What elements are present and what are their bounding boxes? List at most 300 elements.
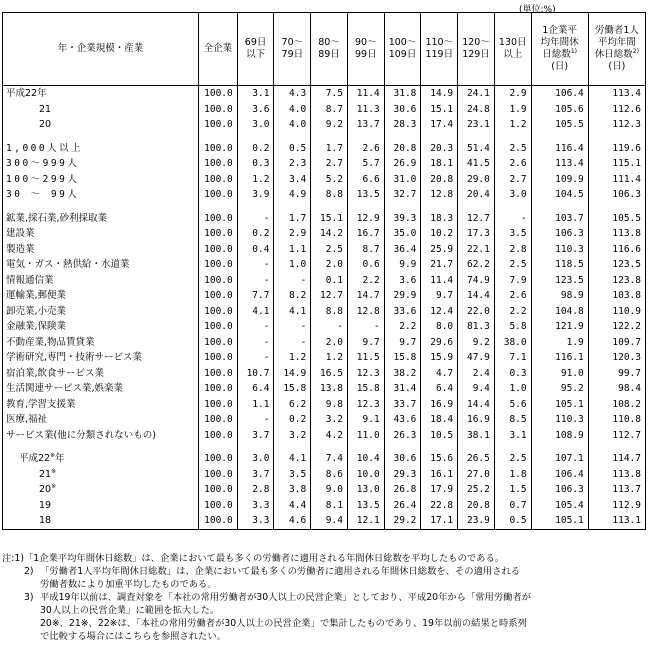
- value-cell: 100.0: [198, 187, 237, 203]
- value-cell: 14.4: [458, 397, 495, 413]
- value-cell: 74.9: [458, 273, 495, 289]
- table-row: [3, 187, 646, 203]
- value-cell: 38.2: [384, 366, 421, 382]
- table-row: [3, 335, 646, 351]
- value-cell: 3.5: [274, 467, 311, 483]
- value-cell: 110.9: [588, 304, 645, 320]
- spacer-cell: [588, 443, 645, 451]
- value-cell: 17.1: [421, 513, 458, 529]
- row-label: 金融業,保険業: [3, 319, 199, 335]
- footnote-line: 注:1)「1企業平均年間休日総数」は、企業において最も多くの労働者に適用される年間休日総数を平均したものである。: [2, 553, 505, 564]
- value-cell: 22.0: [458, 304, 495, 320]
- value-cell: 0.3: [237, 156, 274, 172]
- table-row: [3, 273, 646, 289]
- value-cell: 14.9: [421, 86, 458, 102]
- value-cell: 103.7: [531, 211, 588, 227]
- value-cell: 16.1: [421, 467, 458, 483]
- row-label: 20: [3, 117, 199, 133]
- header-row: [3, 13, 646, 86]
- value-cell: 32.7: [384, 187, 421, 203]
- table-row: [3, 513, 646, 529]
- row-label: 情報通信業: [3, 273, 199, 289]
- row-label: 建設業: [3, 226, 199, 242]
- value-cell: 0.6: [347, 257, 384, 273]
- value-cell: 22.1: [458, 242, 495, 258]
- table-body: [3, 86, 646, 530]
- spacer-cell: [198, 443, 237, 451]
- row-label: 運輸業,郵便業: [3, 288, 199, 304]
- value-cell: 1.2: [311, 350, 348, 366]
- value-cell: -: [274, 319, 311, 335]
- value-cell: 25.2: [458, 482, 495, 498]
- value-cell: 108.9: [531, 428, 588, 444]
- value-cell: 111.4: [588, 172, 645, 188]
- value-cell: 103.8: [588, 288, 645, 304]
- value-cell: 8.2: [274, 288, 311, 304]
- value-cell: 4.1: [274, 304, 311, 320]
- value-cell: 1.9: [494, 102, 531, 118]
- value-cell: 1.2: [494, 117, 531, 133]
- value-cell: 112.3: [588, 117, 645, 133]
- value-cell: 2.0: [311, 257, 348, 273]
- value-cell: 4.4: [274, 498, 311, 514]
- value-cell: 11.4: [347, 86, 384, 102]
- value-cell: 8.7: [311, 102, 348, 118]
- value-cell: 9.7: [347, 335, 384, 351]
- header-all: 全企業: [198, 13, 237, 86]
- value-cell: 3.8: [274, 482, 311, 498]
- value-cell: -: [237, 319, 274, 335]
- value-cell: 1.0: [494, 381, 531, 397]
- table-row: [3, 257, 646, 273]
- value-cell: 113.7: [588, 482, 645, 498]
- holidays-table: [2, 12, 646, 530]
- spacer-cell: [3, 443, 199, 451]
- value-cell: 17.9: [421, 482, 458, 498]
- value-cell: 8.6: [311, 467, 348, 483]
- value-cell: 5.2: [311, 172, 348, 188]
- spacer-cell: [311, 203, 348, 211]
- table-row: [3, 381, 646, 397]
- spacer-row: [3, 203, 646, 211]
- row-label: 不動産業,物品賃貸業: [3, 335, 199, 351]
- value-cell: 12.8: [347, 304, 384, 320]
- value-cell: 118.5: [531, 257, 588, 273]
- value-cell: 23.1: [458, 117, 495, 133]
- value-cell: 13.0: [347, 482, 384, 498]
- value-cell: 2.8: [494, 242, 531, 258]
- value-cell: -: [237, 335, 274, 351]
- value-cell: 100.0: [198, 156, 237, 172]
- value-cell: 1.9: [531, 335, 588, 351]
- value-cell: -: [237, 257, 274, 273]
- value-cell: 0.2: [274, 412, 311, 428]
- value-cell: 2.7: [494, 172, 531, 188]
- value-cell: 11.5: [347, 350, 384, 366]
- spacer-cell: [384, 443, 421, 451]
- spacer-cell: [531, 133, 588, 141]
- row-label: 20※: [3, 482, 199, 498]
- value-cell: 100.0: [198, 397, 237, 413]
- value-cell: 100.0: [198, 102, 237, 118]
- value-cell: 15.8: [347, 381, 384, 397]
- value-cell: 100.0: [198, 513, 237, 529]
- spacer-cell: [588, 133, 645, 141]
- value-cell: 5.7: [347, 156, 384, 172]
- value-cell: 10.2: [421, 226, 458, 242]
- table-row: [3, 498, 646, 514]
- value-cell: 100.0: [198, 288, 237, 304]
- value-cell: 26.9: [384, 156, 421, 172]
- value-cell: 105.5: [588, 211, 645, 227]
- value-cell: 9.2: [458, 335, 495, 351]
- value-cell: 100.0: [198, 257, 237, 273]
- spacer-cell: [347, 203, 384, 211]
- value-cell: 41.5: [458, 156, 495, 172]
- value-cell: 18.4: [421, 412, 458, 428]
- table-row: [3, 467, 646, 483]
- header-b70: 70～ 79日: [274, 13, 311, 86]
- row-label: 宿泊業,飲食サービス業: [3, 366, 199, 382]
- value-cell: 4.0: [274, 117, 311, 133]
- table-row: [3, 451, 646, 467]
- value-cell: 110.3: [531, 242, 588, 258]
- row-label: 平成22年: [3, 86, 199, 102]
- value-cell: 100.0: [198, 319, 237, 335]
- value-cell: 15.6: [421, 451, 458, 467]
- value-cell: 10.7: [237, 366, 274, 382]
- spacer-cell: [421, 443, 458, 451]
- value-cell: 15.8: [384, 350, 421, 366]
- value-cell: 0.5: [494, 513, 531, 529]
- header-b80: 80～ 89日: [311, 13, 348, 86]
- value-cell: 4.3: [274, 86, 311, 102]
- value-cell: 105.1: [531, 513, 588, 529]
- table-row: [3, 156, 646, 172]
- value-cell: 12.9: [347, 211, 384, 227]
- table-row: [3, 428, 646, 444]
- value-cell: 20.3: [421, 141, 458, 157]
- value-cell: 0.5: [274, 141, 311, 157]
- spacer-cell: [311, 133, 348, 141]
- value-cell: 115.1: [588, 156, 645, 172]
- value-cell: 123.5: [588, 257, 645, 273]
- value-cell: 100.0: [198, 467, 237, 483]
- value-cell: 7.1: [494, 350, 531, 366]
- value-cell: 14.4: [458, 288, 495, 304]
- value-cell: 27.0: [458, 467, 495, 483]
- table-row: [3, 117, 646, 133]
- spacer-cell: [311, 443, 348, 451]
- value-cell: 119.6: [588, 141, 645, 157]
- value-cell: 3.2: [311, 412, 348, 428]
- value-cell: 29.9: [384, 288, 421, 304]
- header-b90: 90～ 99日: [347, 13, 384, 86]
- value-cell: 51.4: [458, 141, 495, 157]
- value-cell: 7.5: [311, 86, 348, 102]
- value-cell: 114.7: [588, 451, 645, 467]
- value-cell: 116.4: [531, 141, 588, 157]
- spacer-cell: [198, 133, 237, 141]
- value-cell: 9.8: [311, 397, 348, 413]
- value-cell: 24.1: [458, 86, 495, 102]
- value-cell: 1.2: [274, 350, 311, 366]
- value-cell: 106.3: [531, 226, 588, 242]
- value-cell: 20.8: [421, 172, 458, 188]
- value-cell: 17.4: [421, 117, 458, 133]
- spacer-cell: [588, 203, 645, 211]
- table-row: [3, 304, 646, 320]
- spacer-cell: [531, 443, 588, 451]
- footnote-line: 労働者数により加重平均したものである。: [40, 579, 217, 590]
- value-cell: 99.7: [588, 366, 645, 382]
- value-cell: 113.4: [588, 86, 645, 102]
- spacer-cell: [198, 203, 237, 211]
- value-cell: 1.2: [237, 172, 274, 188]
- value-cell: 20.8: [458, 498, 495, 514]
- row-label: 医療,福祉: [3, 412, 199, 428]
- row-label: 製造業: [3, 242, 199, 258]
- value-cell: 21.7: [421, 257, 458, 273]
- value-cell: 105.5: [531, 117, 588, 133]
- value-cell: 2.2: [384, 319, 421, 335]
- value-cell: 110.3: [531, 412, 588, 428]
- table-row: [3, 141, 646, 157]
- row-label: 19: [3, 498, 199, 514]
- header-b120: 120～ 129日: [458, 13, 495, 86]
- value-cell: 100.0: [198, 117, 237, 133]
- spacer-cell: [421, 133, 458, 141]
- value-cell: 10.4: [347, 451, 384, 467]
- table-row: [3, 319, 646, 335]
- value-cell: -: [237, 211, 274, 227]
- value-cell: 28.3: [384, 117, 421, 133]
- value-cell: 13.8: [311, 381, 348, 397]
- value-cell: 100.0: [198, 172, 237, 188]
- value-cell: 106.4: [531, 467, 588, 483]
- value-cell: 30.6: [384, 451, 421, 467]
- row-label: 300～999人: [3, 156, 199, 172]
- value-cell: 9.7: [384, 335, 421, 351]
- value-cell: 100.0: [198, 350, 237, 366]
- value-cell: 2.5: [494, 141, 531, 157]
- value-cell: 7.4: [311, 451, 348, 467]
- value-cell: 7.7: [237, 288, 274, 304]
- value-cell: 100.0: [198, 242, 237, 258]
- value-cell: 0.3: [494, 366, 531, 382]
- value-cell: 91.0: [531, 366, 588, 382]
- value-cell: 0.4: [237, 242, 274, 258]
- spacer-cell: [531, 203, 588, 211]
- value-cell: 18.3: [421, 211, 458, 227]
- value-cell: 15.9: [421, 350, 458, 366]
- row-label: 21※: [3, 467, 199, 483]
- value-cell: 110.8: [588, 412, 645, 428]
- table-row: [3, 412, 646, 428]
- value-cell: 109.9: [531, 172, 588, 188]
- value-cell: -: [237, 412, 274, 428]
- value-cell: 104.8: [531, 304, 588, 320]
- value-cell: 26.5: [458, 451, 495, 467]
- value-cell: 100.0: [198, 141, 237, 157]
- value-cell: 116.6: [588, 242, 645, 258]
- value-cell: 47.9: [458, 350, 495, 366]
- header-b69: 69日 以下: [237, 13, 274, 86]
- value-cell: 81.3: [458, 319, 495, 335]
- value-cell: 2.6: [494, 288, 531, 304]
- value-cell: 30.6: [384, 102, 421, 118]
- value-cell: 9.7: [421, 288, 458, 304]
- value-cell: 112.7: [588, 428, 645, 444]
- value-cell: 106.3: [588, 187, 645, 203]
- spacer-cell: [347, 133, 384, 141]
- value-cell: 1.7: [311, 141, 348, 157]
- value-cell: 123.8: [588, 273, 645, 289]
- value-cell: 122.2: [588, 319, 645, 335]
- spacer-cell: [421, 203, 458, 211]
- footnote-line: 20※、21※、22※は、「本社の常用労働者が30人以上の民営企業」で集計したものであり、19年以前の結果と時系列: [40, 618, 527, 629]
- row-label: 学術研究,専門・技術サービス業: [3, 350, 199, 366]
- value-cell: 2.9: [274, 226, 311, 242]
- value-cell: 11.3: [347, 102, 384, 118]
- table-row: [3, 172, 646, 188]
- value-cell: 12.7: [458, 211, 495, 227]
- spacer-cell: [458, 133, 495, 141]
- value-cell: 4.9: [274, 187, 311, 203]
- value-cell: 15.1: [421, 102, 458, 118]
- value-cell: 105.1: [531, 397, 588, 413]
- value-cell: 31.8: [384, 86, 421, 102]
- value-cell: 100.0: [198, 412, 237, 428]
- value-cell: 112.9: [588, 498, 645, 514]
- row-label: 電気・ガス・熱供給・水道業: [3, 257, 199, 273]
- value-cell: 15.8: [274, 381, 311, 397]
- value-cell: 3.0: [237, 451, 274, 467]
- value-cell: 8.7: [347, 242, 384, 258]
- header-avg-worker: 労働者1人 平均年間 休日総数$^{2)}$ (日): [588, 13, 645, 86]
- value-cell: 2.0: [311, 335, 348, 351]
- value-cell: 3.1: [494, 428, 531, 444]
- table-row: [3, 288, 646, 304]
- row-label: 21: [3, 102, 199, 118]
- spacer-cell: [237, 443, 274, 451]
- value-cell: 43.6: [384, 412, 421, 428]
- spacer-cell: [274, 203, 311, 211]
- row-label: 18: [3, 513, 199, 529]
- row-label: 1,000人以上: [3, 141, 199, 157]
- spacer-cell: [3, 203, 199, 211]
- row-label: 教育,学習支援業: [3, 397, 199, 413]
- value-cell: 109.7: [588, 335, 645, 351]
- value-cell: 4.1: [237, 304, 274, 320]
- value-cell: 39.3: [384, 211, 421, 227]
- value-cell: 113.1: [588, 513, 645, 529]
- value-cell: 4.1: [274, 451, 311, 467]
- table-row: [3, 397, 646, 413]
- value-cell: 8.5: [494, 412, 531, 428]
- value-cell: 6.2: [274, 397, 311, 413]
- value-cell: 8.1: [311, 498, 348, 514]
- value-cell: 7.9: [494, 273, 531, 289]
- value-cell: 2.4: [458, 366, 495, 382]
- value-cell: 100.0: [198, 335, 237, 351]
- value-cell: 20.4: [458, 187, 495, 203]
- value-cell: 121.9: [531, 319, 588, 335]
- value-cell: 100.0: [198, 304, 237, 320]
- value-cell: 8.8: [311, 187, 348, 203]
- value-cell: 2.7: [311, 156, 348, 172]
- table-row: [3, 482, 646, 498]
- spacer-cell: [458, 203, 495, 211]
- value-cell: 1.8: [494, 467, 531, 483]
- value-cell: 16.9: [421, 397, 458, 413]
- value-cell: 9.4: [311, 513, 348, 529]
- value-cell: 100.0: [198, 482, 237, 498]
- value-cell: 4.0: [274, 102, 311, 118]
- value-cell: 3.2: [274, 428, 311, 444]
- value-cell: -: [347, 319, 384, 335]
- value-cell: 2.5: [494, 451, 531, 467]
- value-cell: 1.0: [274, 257, 311, 273]
- value-cell: 6.6: [347, 172, 384, 188]
- value-cell: 0.7: [494, 498, 531, 514]
- value-cell: 12.3: [347, 366, 384, 382]
- row-label: 生活関連サービス業,娯楽業: [3, 381, 199, 397]
- value-cell: 23.9: [458, 513, 495, 529]
- header-category: 年・企業規模・産業: [3, 13, 199, 86]
- value-cell: 3.6: [237, 102, 274, 118]
- value-cell: 4.2: [311, 428, 348, 444]
- value-cell: 9.0: [311, 482, 348, 498]
- table-row: [3, 86, 646, 102]
- value-cell: 8.8: [311, 304, 348, 320]
- value-cell: 29.2: [384, 513, 421, 529]
- value-cell: 0.2: [237, 226, 274, 242]
- value-cell: 16.7: [347, 226, 384, 242]
- value-cell: 98.4: [588, 381, 645, 397]
- value-cell: 11.0: [347, 428, 384, 444]
- value-cell: 3.7: [237, 428, 274, 444]
- value-cell: 33.7: [384, 397, 421, 413]
- value-cell: 33.6: [384, 304, 421, 320]
- value-cell: 26.8: [384, 482, 421, 498]
- row-label: 100～299人: [3, 172, 199, 188]
- value-cell: 108.2: [588, 397, 645, 413]
- spacer-row: [3, 133, 646, 141]
- value-cell: 13.5: [347, 187, 384, 203]
- value-cell: 2.3: [274, 156, 311, 172]
- value-cell: 5.6: [494, 397, 531, 413]
- value-cell: 9.9: [384, 257, 421, 273]
- value-cell: 62.2: [458, 257, 495, 273]
- value-cell: 100.0: [198, 498, 237, 514]
- value-cell: 95.2: [531, 381, 588, 397]
- value-cell: 3.3: [237, 513, 274, 529]
- value-cell: 9.1: [347, 412, 384, 428]
- value-cell: 14.2: [311, 226, 348, 242]
- value-cell: 5.8: [494, 319, 531, 335]
- value-cell: 17.3: [458, 226, 495, 242]
- value-cell: 100.0: [198, 366, 237, 382]
- value-cell: 16.5: [311, 366, 348, 382]
- value-cell: 2.5: [311, 242, 348, 258]
- value-cell: 14.7: [347, 288, 384, 304]
- value-cell: 105.4: [531, 498, 588, 514]
- value-cell: 123.5: [531, 273, 588, 289]
- value-cell: -: [311, 319, 348, 335]
- value-cell: 3.7: [237, 467, 274, 483]
- value-cell: 6.4: [237, 381, 274, 397]
